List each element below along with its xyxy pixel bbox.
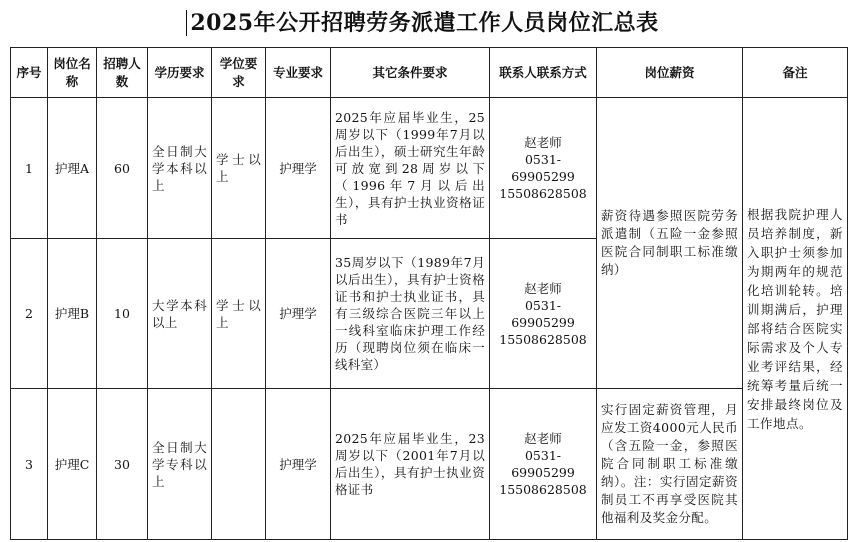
contact-name: 赵老师 bbox=[524, 280, 562, 296]
cell-position-name: 护理B bbox=[48, 239, 97, 389]
header-salary: 岗位薪资 bbox=[597, 48, 743, 98]
contact-name: 赵老师 bbox=[524, 135, 562, 150]
cell-index: 1 bbox=[11, 98, 48, 239]
cell-other-conditions: 2025年应届毕业生，23周岁以下（2001年7月以后出生），具有护士执业资格证书 bbox=[331, 389, 490, 540]
cell-education: 全日制大学本科以上 bbox=[148, 98, 212, 239]
header-index: 序号 bbox=[11, 48, 48, 98]
header-contact: 联系人联系方式 bbox=[490, 48, 597, 98]
contact-mobile: 15508628508 bbox=[499, 331, 587, 347]
cell-headcount: 30 bbox=[97, 389, 148, 540]
cell-other-conditions: 35周岁以下（1989年7月以后出生），具有护士资格证书和护士执业证书，具有三级综合医院三年以上一线科室临床护理工作经历（现聘岗位须在临床一线科室） bbox=[331, 239, 490, 389]
table-row bbox=[11, 98, 848, 239]
header-remarks: 备注 bbox=[743, 48, 848, 98]
header-major: 专业要求 bbox=[266, 48, 331, 98]
cell-index: 3 bbox=[11, 389, 48, 540]
header-education: 学历要求 bbox=[148, 48, 212, 98]
contact-mobile: 15508628508 bbox=[499, 186, 587, 201]
cell-salary-c: 实行固定薪资管理，月应发工资4000元人民币（含五险一金，参照医院合同制职工标准缴纳）。注：实行固定薪资制员工不再享受医院其他福利及奖金分配。 bbox=[597, 389, 743, 540]
cell-education: 全日制大学专科以上 bbox=[148, 389, 212, 540]
cell-degree bbox=[212, 389, 266, 540]
table-row bbox=[11, 389, 848, 540]
cell-headcount: 60 bbox=[97, 98, 148, 239]
cell-other-conditions: 2025年应届毕业生，25周岁以下（1999年7月以后出生），硕士研究生年龄可放宽到28周岁以下（1996年7月以后出生），具有护士执业资格证书 bbox=[331, 98, 490, 239]
cell-major: 护理学 bbox=[266, 239, 331, 389]
cell-education: 大学本科以上 bbox=[148, 239, 212, 389]
header-degree: 学位要求 bbox=[212, 48, 266, 98]
contact-phone: 0531-69905299 bbox=[511, 448, 575, 480]
cell-major: 护理学 bbox=[266, 389, 331, 540]
header-headcount: 招聘人数 bbox=[97, 48, 148, 98]
cell-contact bbox=[490, 239, 597, 389]
contact-phone: 0531-69905299 bbox=[511, 152, 575, 184]
cell-degree: 学士以上 bbox=[212, 239, 266, 389]
cell-contact bbox=[490, 98, 597, 239]
cell-contact bbox=[490, 389, 597, 540]
contact-mobile: 15508628508 bbox=[499, 482, 587, 497]
cell-index: 2 bbox=[11, 239, 48, 389]
header-other-conditions: 其它条件要求 bbox=[331, 48, 490, 98]
cell-major: 护理学 bbox=[266, 98, 331, 239]
cell-headcount: 10 bbox=[97, 239, 148, 389]
cell-salary-ab: 薪资待遇参照医院劳务派遣制（五险一金参照医院合同制职工标准缴纳） bbox=[597, 98, 743, 389]
contact-name: 赵老师 bbox=[524, 431, 562, 446]
text-cursor bbox=[186, 10, 187, 36]
cell-position-name: 护理C bbox=[48, 389, 97, 540]
position-summary-table bbox=[10, 47, 848, 540]
header-position-name: 岗位名称 bbox=[48, 48, 97, 98]
page-title: 2025年公开招聘劳务派遣工作人员岗位汇总表 bbox=[190, 10, 659, 36]
cell-remarks: 根据我院护理人员培养制度，新入职护士须参加为期两年的规范化培训轮转。培训期满后，护理部将结合医院实际需求及个人专业考评结果，经统筹考量后统一安排最终岗位及工作地点。 bbox=[743, 98, 848, 540]
contact-phone: 0531-69905299 bbox=[511, 297, 575, 330]
cell-degree: 学士以上 bbox=[212, 98, 266, 239]
cell-position-name: 护理A bbox=[48, 98, 97, 239]
header-row bbox=[11, 48, 848, 98]
